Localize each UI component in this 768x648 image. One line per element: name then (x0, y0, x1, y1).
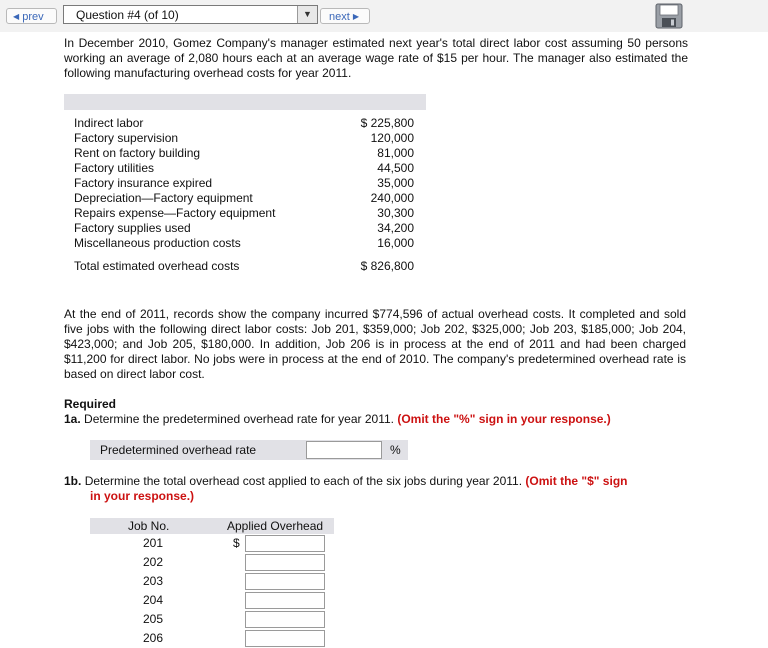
dropdown-arrow-icon[interactable]: ▼ (297, 6, 317, 23)
navigation-bar (0, 0, 768, 32)
prev-button[interactable] (6, 8, 57, 24)
overhead-row (64, 146, 426, 161)
job-no-header: Job No. (128, 519, 170, 533)
overhead-costs-table (64, 94, 426, 251)
next-label: next (329, 11, 350, 23)
overhead-total-amount: $ 826,800 (360, 259, 414, 273)
overhead-amount: 240,000 (370, 191, 414, 205)
overhead-amount: 35,000 (377, 176, 414, 190)
question-1a-note: (Omit the "%" sign in your response.) (397, 412, 611, 426)
job-row (90, 629, 334, 648)
overhead-row (64, 116, 426, 131)
overhead-label: Depreciation—Factory equipment (74, 191, 253, 205)
question-1a-text: Determine the predetermined overhead rate for year 2011. (84, 412, 394, 426)
overhead-amount: $ 225,800 (360, 116, 414, 130)
overhead-label: Factory supplies used (74, 221, 191, 235)
question-1b-note-cont: in your response.) (90, 489, 195, 503)
overhead-amount: 30,300 (377, 206, 414, 220)
right-triangle-icon: ▶ (352, 12, 360, 21)
overhead-amount: 34,200 (377, 221, 414, 235)
overhead-row (64, 176, 426, 191)
job-number: 205 (143, 612, 164, 626)
next-button[interactable] (320, 8, 370, 24)
overhead-label: Indirect labor (74, 116, 144, 130)
prev-label: prev (22, 11, 44, 23)
overhead-row (64, 131, 426, 146)
applied-overhead-header (90, 518, 334, 534)
overhead-row (64, 191, 426, 206)
overhead-rate-row (90, 440, 408, 460)
applied-overhead-input[interactable] (245, 592, 325, 609)
applied-overhead-table (90, 518, 334, 648)
applied-overhead-input[interactable] (245, 554, 325, 571)
applied-overhead-input[interactable] (245, 611, 325, 628)
question-1b (64, 474, 694, 504)
overhead-rate-label: Predetermined overhead rate (100, 443, 257, 457)
dollar-sign: $ (233, 536, 240, 550)
actual-results-text: At the end of 2011, records show the company incurred $774,596 of actual overhead costs. It completed and sold five jobs with the following direct labor costs: Job 201, $359,000; Job 202, $325,000; Job 203, $185,000; Job 204, $423,000; and Job 205, $180,000. In addition, Job 206 is in process at the end of 2011 and had been charged $11,200 for direct labor. No jobs were in process at the end of 2010. The company's predetermined overhead rate is based on direct labor cost. (64, 307, 686, 381)
job-number: 203 (143, 574, 164, 588)
overhead-amount: 81,000 (377, 146, 414, 160)
overhead-amount: 120,000 (370, 131, 414, 145)
overhead-rate-input[interactable] (306, 441, 382, 459)
job-number: 204 (143, 593, 164, 607)
problem-intro-text: In December 2010, Gomez Company's manager estimated next year's total direct labor cost assuming 50 persons working an average of 2,080 hours each at an average wage rate of $15 per hour. The manager also estimated the following manufacturing overhead costs for year 2011. (64, 36, 688, 80)
overhead-label: Factory utilities (74, 161, 155, 175)
question-1b-number: 1b. (64, 474, 82, 488)
overhead-label: Factory supervision (74, 131, 179, 145)
question-1a (64, 412, 704, 426)
question-1a-number: 1a. (64, 412, 81, 426)
overhead-amount: 16,000 (377, 236, 414, 250)
applied-overhead-header-label: Applied Overhead (227, 519, 324, 533)
overhead-row (64, 161, 426, 176)
job-number: 206 (143, 631, 164, 645)
applied-overhead-input[interactable] (245, 630, 325, 647)
overhead-label: Miscellaneous production costs (74, 236, 241, 250)
question-select-value: Question #4 (of 10) (76, 8, 179, 22)
job-row (90, 591, 334, 610)
question-1b-text: Determine the total overhead cost applied to each of the six jobs during year 2011. (84, 474, 523, 488)
required-heading: Required (64, 397, 117, 411)
job-row (90, 610, 334, 629)
job-number: 202 (143, 555, 164, 569)
overhead-row (64, 236, 426, 251)
percent-unit: % (390, 443, 401, 457)
question-1b-note: (Omit the "$" sign (525, 474, 628, 488)
overhead-total-row (64, 258, 426, 274)
job-number: 201 (143, 536, 164, 550)
overhead-rows (64, 110, 426, 251)
overhead-total-label: Total estimated overhead costs (74, 259, 240, 273)
overhead-label: Factory insurance expired (74, 176, 213, 190)
overhead-amount: 44,500 (377, 161, 414, 175)
overhead-row (64, 206, 426, 221)
overhead-table-header-band (64, 94, 426, 110)
question-select[interactable] (63, 5, 318, 24)
left-triangle-icon: ◀ (13, 12, 20, 21)
job-row (90, 534, 334, 553)
overhead-label: Rent on factory building (74, 146, 201, 160)
job-row (90, 553, 334, 572)
applied-overhead-input[interactable] (245, 573, 325, 590)
applied-overhead-input[interactable] (245, 535, 325, 552)
overhead-label: Repairs expense—Factory equipment (74, 206, 276, 220)
save-disk-icon[interactable] (655, 3, 683, 29)
job-row (90, 572, 334, 591)
overhead-row (64, 221, 426, 236)
